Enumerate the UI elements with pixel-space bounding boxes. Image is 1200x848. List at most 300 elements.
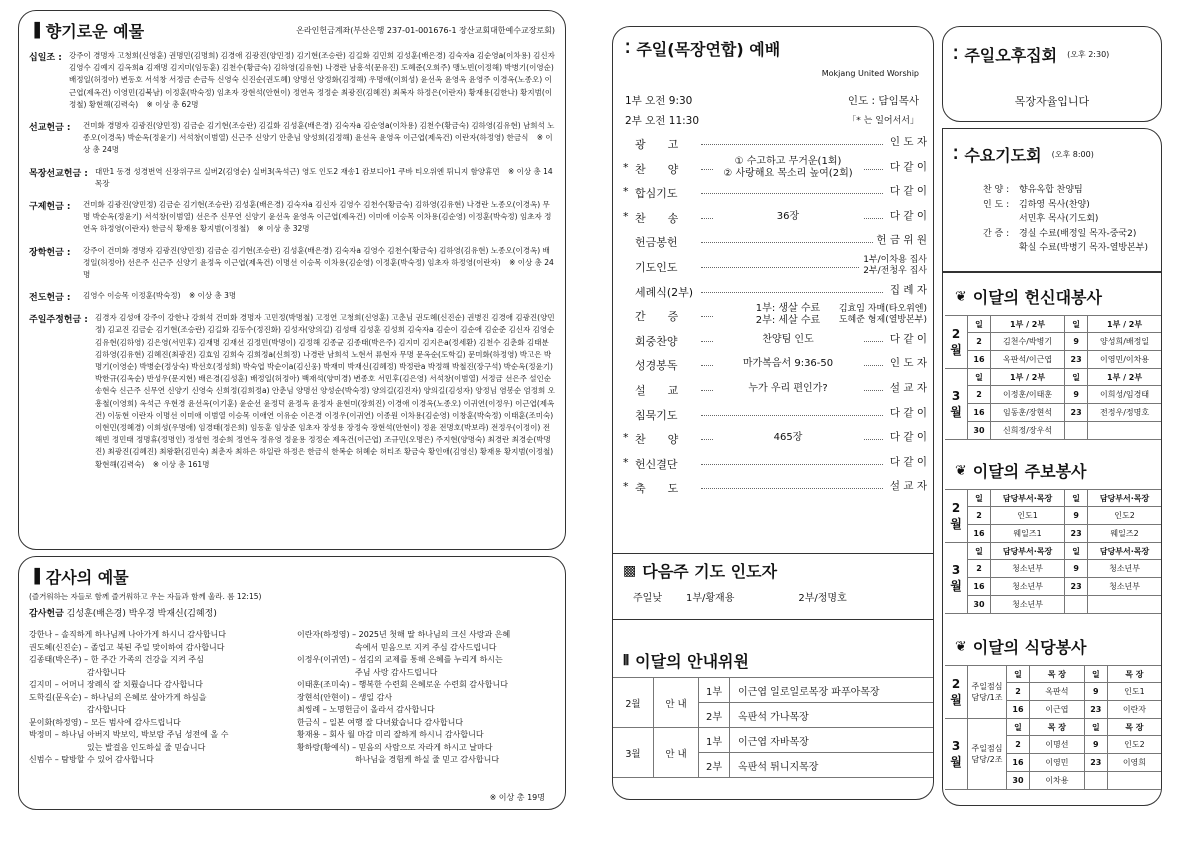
next-prayer-label: 주일낮	[633, 593, 662, 604]
offering-item	[29, 245, 555, 282]
thanks-left-column	[29, 629, 297, 767]
service-row	[945, 386, 1161, 404]
wednesday-box	[942, 128, 1162, 272]
thanks-givers-label: 감사헌금	[29, 609, 64, 619]
worship-order-row	[613, 205, 934, 230]
service-month: 3 월	[945, 719, 968, 790]
service-cell: 9	[1065, 560, 1088, 578]
thanks-box	[18, 556, 566, 810]
thanks-line: 강한나 – 솔직하게 하나님께 나아가게 하시니 감사합니다	[29, 630, 226, 639]
worship-order-dots	[701, 242, 883, 243]
wednesday-line	[983, 212, 1148, 227]
thanks-line: 박정미 – 하나님 아버지 박보익, 박보람 주님 성전에 올 수	[29, 730, 229, 739]
wednesday-line-value: 김하영 목사(찬양)	[1019, 199, 1090, 210]
service-header-cell: 일	[1065, 369, 1088, 386]
service-header-cell: 일	[968, 316, 991, 333]
worship-order-row	[613, 377, 934, 402]
ushers-title: 이달의 안내위원	[635, 652, 749, 671]
offering-item-count: ※ 이상 총 161명	[150, 459, 210, 469]
thanks-line: 신범수 – 탐방할 수 있어 감사합니다	[29, 755, 154, 764]
service-header-cell: 일	[1065, 543, 1088, 560]
worship-subtitle: Mokjang United Worship	[821, 69, 919, 78]
service-cell: 30	[1007, 772, 1030, 790]
service-cell	[1088, 596, 1161, 614]
service-cell: 이근엽	[1030, 701, 1085, 719]
usher-role: 안 내	[654, 728, 699, 778]
worship-order-leader: 헌 금 위 원	[873, 234, 927, 247]
offering-item	[29, 50, 555, 111]
wednesday-line-key: 인 도 :	[983, 199, 1010, 210]
service-cell: 이명선	[1030, 736, 1085, 754]
worship-order-detail: 1부: 생살 수료 2부: 세살 수료	[713, 303, 863, 327]
usher-part: 1부	[699, 728, 730, 753]
worship-order-name: 찬 양	[635, 433, 679, 447]
service-cell: 이란자	[1107, 701, 1161, 719]
worship-order-leader: 다 같 이	[887, 185, 927, 198]
service-header-cell: 1부 / 2부	[991, 369, 1065, 386]
offering-item-count: ※ 이상 총 62명	[144, 99, 199, 109]
worship-order-name: 침묵기도	[635, 408, 678, 422]
thanks-line: 감사합니다	[87, 667, 126, 677]
thanks-line: 이정우(이귀연) – 섬김의 교제를 통해 은혜를 누리게 하시는	[296, 655, 503, 664]
dots-icon: ⁚	[953, 146, 959, 163]
service-cell: 23	[1084, 701, 1107, 719]
worship-order-name: 성경봉독	[635, 359, 678, 373]
worship-order-name: 찬 송	[635, 211, 679, 225]
kitchen-service-title: 이달의 식당봉사	[972, 638, 1087, 657]
offering-service-heading	[955, 285, 1102, 308]
afternoon-heading	[953, 43, 1057, 66]
thanks-line: 문이화(하정영) – 모든 범사에 감사드립니다	[29, 717, 181, 727]
offering-item-body	[69, 50, 555, 111]
next-prayer-heading	[623, 559, 777, 582]
service-cell: 2	[968, 560, 991, 578]
offering-list	[29, 50, 555, 471]
thanks-heading	[29, 565, 555, 588]
service-cell: 9	[1084, 683, 1107, 701]
standing-mark: *	[623, 185, 629, 199]
worship-time-1: 1부 오전 9:30	[625, 95, 693, 107]
thanks-line: 하나님을 경험케 하실 줄 믿고 감사합니다	[354, 755, 500, 764]
service-cell: 23	[1065, 404, 1088, 422]
service-cell: 옥판석	[1030, 683, 1085, 701]
worship-order-row	[613, 303, 934, 328]
thanks-line: 주님 사랑 감사드립니다	[354, 667, 438, 677]
service-cell: 청소년부	[1088, 578, 1161, 596]
worship-order-detail: 누가 우리 편인가?	[713, 383, 863, 395]
service-header-cell: 목 장	[1030, 719, 1085, 736]
offering-item-names: 김경자 김성애 강주이 강한나 강희석 건미화 경명자 고민정(박명철) 고정연 고청희(신영훈) 고춘님 권도혜(신진순) 권병진 김경애 김광진(양민정) 김교진 김금순 김기현(조승란) 김길화 김동수(정진화) 김성자(양의길) 김성태 김성훈 김성희 김숙자a 김순이 김순애 김순준 김신자 김영순 김유현(김하영) 김은영(서민후) 김재명 김재선 김정민(박명이) 김정해 김종균 김종태(박은주) 김지미 김지은a(정세환) 김천수 김춘화 김태분 김하영(김유현) 김혜진(최광진) 김효임 김희숙 김희정a(신희정) 나경란 남희석 노현서 류현자 무명 문옥순(도학길) 문미화(하정영) 박고은 박명기(이영순) 박병순(정상숙) 박선호(정성희) 박숙엽 박순이a(김신웅) 박재미 박재신(김혜정) 박정란a 박정해 박철진(장구석) 박순옥(정윤기) 박한규(김옥순) 반성우(문지현) 배은경(김성훈) 배정일(허정아) 백재석(양미경) 변종호 서민후(김은영) 서석창(이범열) 서정금 선은주 설인순 송현숙 신근주 신무연 신양기 신영숙 신희정(김희정a) 안춘님 양명선 양성순(박숙정) 양의길(김진자) 양의길(김성자) 양정님 염봉순 엄정희 오흥철(이영희) 옥석근 우현경 윤선옥(이기훈) 윤순선 윤정덕 윤정옥 윤정자 윤현미(장희진) 이경애 이경옥(노종오) 이귀연(이정우) 이근엽(제옥건) 이동현 이란자 이명선 이미애 이범열 이승목 이애연 이유순 이은경 이정우(이귀연) 이종원 이차용(김순영) 이창훈(박숙정) 이태훈(조미숙) 이현민(정혜경) 이희성(우명애) 임경태(정은희) 임동훈 임상준 임초자 장성용 장정숙 장현석(안현이) 정윤 전명호(박보라) 전정우(이정이) 전해빈 정민태 정명휴(정명인) 정성헌 정순희 정연옥 정유영 정윤용 정정순 제옥건(이근엽) 조규민(오명은) 주지현(양명숙) 최경란 최경순(박명진) 최광진(김혜진) 최왕환(김민숙) 최춘자 최하은 하일란 하정은 한금식 한복순 허혜순 허티조 황금숙 황인애(김영신) 황재용 황지범(이정철) 황현해(김력숙)	[95, 313, 555, 469]
next-prayer-first: 1부/황재용	[685, 593, 735, 604]
service-header-cell: 1부 / 2부	[991, 316, 1065, 333]
service-cell: 김천수/박병기	[991, 333, 1065, 351]
worship-order-dots	[701, 292, 883, 293]
thanks-line: 한금식 – 일본 여행 잘 다녀왔습니다 감사합니다	[296, 717, 464, 727]
offering-item-body	[95, 166, 555, 190]
usher-names: 옥판석 튀니지목장	[730, 753, 935, 778]
thanks-line: 김종태(박은주) – 한 주간 가족의 건강을 지켜 주심	[29, 655, 204, 664]
service-cell: 30	[968, 422, 991, 440]
offering-item-label: 목장선교헌금 :	[29, 168, 88, 179]
service-month: 3 월	[945, 543, 968, 614]
service-header-cell: 목 장	[1107, 666, 1161, 683]
thanks-line: 장현석(안현이) – 생일 감사	[296, 692, 393, 702]
service-cell: 임동훈/장현석	[991, 404, 1065, 422]
service-row	[945, 596, 1161, 614]
service-cell: 청소년부	[1088, 560, 1161, 578]
service-cell: 2	[968, 386, 991, 404]
offering-title: 향기로운 예물	[45, 22, 145, 41]
offering-service-table	[945, 315, 1161, 440]
service-header-cell: 1부 / 2부	[1088, 369, 1161, 386]
thanks-right-column	[297, 629, 555, 767]
service-cell: 2	[968, 507, 991, 525]
online-account: 온라인헌금계좌(부산은행 237-01-001676-1 장산교회대한예수교장로회)	[296, 26, 555, 35]
service-header-cell: 일	[1065, 316, 1088, 333]
thanks-line: 있는 발걸음 인도하실 줄 믿습니다	[87, 742, 206, 752]
service-cell: 16	[968, 525, 991, 543]
offering-item-names: 강주이 경명자 고청희(신영훈) 권명민(김명희) 김경애 김광진(양민정) 김기현(조승란) 김길화 김민희 김성훈(배은경) 김숙자a 김순영a(이차용) 김신자 김영수 김예지 김옥희a 김재명 김지미(임동훈) 김천수(황금숙) 김하영(김유현) 나경란 남흥석(문유진) 도혜준(오희주) 맹노빈(이정해) 박병기(이영순) 배정일(허정아) 변동호 서석창 서정금 손금득 신영숙 신진순(권도혜) 양명선 양정화(김정해) 우명애(이희성) 윤선옥 윤영옥 윤영주 이경옥(노종오) 이근엽(제옥건) 이영민(김북남) 이정훈(박숙정) 임초자 장현석(안현이) 정연옥 정정순 최광진(김혜진) 최복자 하정은(이란자) 황재용(김한나) 황지범(이정철) 황현해(김력숙)	[69, 51, 555, 109]
thanks-line: 최씽례 – 노명헌금이 올라서 감사합니다	[296, 705, 435, 714]
service-cell: 옥판석/이근엽	[991, 351, 1065, 369]
next-prayer-second: 2부/정명호	[798, 593, 847, 604]
offering-item	[29, 312, 555, 471]
service-box	[942, 272, 1162, 806]
offering-item-names: 강주이 건미화 경명자 김광진(양민정) 김금순 김기현(조승란) 김성훈(배은경) 김숙자a 김영수 김천수(황금숙) 김하영(김유현) 노종오(이경옥) 배정일(허정아) 선은주 신근주 신양기 윤정옥 이근엽(제옥건) 이명선 이승목 이차용(김순영) 이정훈(박숙정) 임초자 하정영(이란자)	[83, 245, 550, 267]
afternoon-title: 주일오후집회	[964, 46, 1058, 65]
worship-order-name: 헌신결단	[635, 457, 678, 471]
worship-order-leader: 다 같 이	[887, 210, 927, 223]
offering-item-label: 전도헌금 :	[29, 293, 71, 304]
worship-order-name: 회중찬양	[635, 334, 678, 348]
worship-order-detail: ① 수고하고 무거운(1회) ② 사랑해요 목소리 높여(2회)	[713, 156, 863, 180]
worship-order-row	[613, 180, 934, 205]
worship-order-leader: 다 같 이	[887, 161, 927, 174]
wednesday-line-value: 서민후 목사(기도회)	[1019, 214, 1099, 224]
wednesday-line-value: 확실 수료(박병기 목자-열방본부)	[1019, 243, 1149, 253]
service-header-row	[945, 369, 1161, 386]
offering-item-names: 대만1 동경 성경번역 신장위구르 실버2(김영순) 실버3(옥석근) 영도 인도2 재송1 캄보디아1 쿠바 티오위엔 튀니지 함양휴먼	[95, 166, 500, 176]
offering-item-count: ※ 이상 총 14목장	[95, 166, 553, 188]
worship-order-detail: 마가복음서 9:36-50	[713, 358, 863, 370]
worship-order-row	[613, 451, 934, 476]
thanks-line: 황재용 – 회사 월 마감 미리 잘하게 하시니 감사합니다	[296, 730, 484, 739]
service-header-cell: 목 장	[1030, 666, 1085, 683]
worship-order-name: 설 교	[635, 384, 679, 397]
service-cell: 16	[968, 578, 991, 596]
service-header-row	[945, 543, 1161, 560]
worship-order-row	[613, 156, 934, 181]
thanks-title: 감사의 예물	[45, 568, 129, 587]
thanks-line: 도학길(문옥순) – 하나님의 은혜로 살아가게 하심을	[29, 692, 207, 702]
service-cell	[1107, 772, 1161, 790]
worship-order-leader: 1부/이차용 집사 2부/전청우 집사	[860, 255, 927, 277]
heart-icon: ❦	[955, 462, 967, 479]
service-cell: 9	[1065, 386, 1088, 404]
thanks-line: 김지미 – 어머니 장례식 잘 치뤘습니다 감사합니다	[29, 680, 203, 689]
service-header-cell: 일	[1084, 666, 1107, 683]
wednesday-line	[983, 241, 1148, 256]
worship-order-leader: 집 례 자	[887, 284, 927, 297]
offering-item-label: 구제헌금 :	[29, 202, 71, 213]
service-header-cell: 담당부서·목장	[991, 543, 1065, 560]
service-cell: 23	[1084, 754, 1107, 772]
worship-legend: 「* 는 일어서서」	[847, 116, 919, 126]
service-cell: 이영희	[1107, 754, 1161, 772]
service-cell: 웨일즈2	[1088, 525, 1161, 543]
offering-item-body	[83, 120, 555, 157]
usher-row	[613, 678, 934, 703]
offering-service-title: 이달의 헌신대봉사	[972, 288, 1102, 307]
service-header-cell: 일	[968, 369, 991, 386]
service-cell: 청소년부	[991, 560, 1065, 578]
ushers-heading	[623, 649, 749, 672]
ushers-table	[613, 677, 934, 778]
offering-item	[29, 199, 555, 236]
next-prayer-title: 다음주 기도 인도자	[642, 562, 778, 581]
offering-box	[18, 10, 566, 550]
offering-item-count: ※ 이상 총 32명	[255, 224, 310, 234]
worship-order-leader: 김효임 자매(타오위엔) 도혜준 형제(열방본부)	[836, 304, 927, 326]
service-row	[945, 422, 1161, 440]
service-shift-label: 주일점심 담당/1조	[968, 666, 1007, 719]
service-header-cell: 일	[968, 490, 991, 507]
service-shift-label: 주일점심 담당/2조	[968, 719, 1007, 790]
worship-order-leader: 다 같 이	[887, 333, 927, 346]
worship-order-row	[613, 426, 934, 451]
service-header-row	[945, 316, 1161, 333]
service-row	[945, 560, 1161, 578]
bookmark-icon: ▐	[29, 22, 40, 39]
service-header-cell: 목 장	[1107, 719, 1161, 736]
worship-order-dots	[701, 193, 883, 194]
bars-icon: ⦀	[623, 652, 630, 669]
afternoon-box	[942, 26, 1162, 122]
wednesday-line-value: 경실 수료(배정일 목자-중국2)	[1019, 228, 1137, 239]
heart-icon: ❦	[955, 288, 967, 305]
service-row	[945, 351, 1161, 369]
service-cell	[1065, 422, 1088, 440]
service-month: 3 월	[945, 369, 968, 440]
kitchen-service-table	[945, 665, 1161, 790]
service-header-row	[945, 490, 1161, 507]
service-cell: 신희정/장우석	[991, 422, 1065, 440]
service-cell: 9	[1084, 736, 1107, 754]
worship-time-2: 2부 오전 11:30	[625, 115, 700, 127]
bookmark-icon: ▐	[29, 568, 40, 585]
kitchen-service-heading	[955, 635, 1087, 658]
worship-order-leader: 설 교 자	[887, 480, 927, 493]
service-cell: 이차용	[1030, 772, 1085, 790]
service-cell: 전정우/정명호	[1088, 404, 1161, 422]
worship-order-row	[613, 279, 934, 304]
service-cell: 이희성/임경태	[1088, 386, 1161, 404]
offering-item-body	[83, 199, 555, 236]
worship-order-name: 광 고	[635, 138, 679, 151]
bulletin-service-title: 이달의 주보봉사	[972, 462, 1087, 481]
usher-names: 이근엽 일로일로목장 파푸아목장	[730, 678, 935, 703]
worship-order-leader: 다 같 이	[887, 431, 927, 444]
service-cell: 23	[1065, 578, 1088, 596]
wednesday-line	[983, 183, 1148, 198]
standing-mark: *	[623, 480, 629, 494]
thanks-verse: (즐거워하는 자들로 함께 즐거워하고 우는 자들과 함께 울라. 롬 12:15)	[29, 592, 262, 601]
service-month: 2 월	[945, 316, 968, 369]
offering-item-count: ※ 이상 총 24명	[83, 133, 553, 155]
service-cell: 23	[1065, 351, 1088, 369]
worship-order-leader: 다 같 이	[887, 456, 927, 469]
worship-order-detail: 찬양팀 인도	[713, 334, 863, 346]
service-header-cell: 1부 / 2부	[1088, 316, 1161, 333]
standing-mark: *	[623, 160, 629, 174]
service-row	[945, 525, 1161, 543]
worship-order-row	[613, 328, 934, 353]
thanks-givers: 김성훈(배은경) 박우경 박재신(김혜정)	[66, 609, 217, 619]
worship-order-name: 헌금봉헌	[635, 236, 678, 250]
service-cell: 이영민/이차용	[1088, 351, 1161, 369]
worship-heading	[625, 37, 780, 60]
wednesday-line-key	[983, 241, 1019, 256]
service-cell: 16	[1007, 701, 1030, 719]
offering-item-body	[95, 312, 555, 471]
worship-order-row	[613, 475, 934, 500]
offering-item-label: 십일조 :	[29, 53, 62, 63]
worship-box	[612, 26, 934, 800]
service-cell: 9	[1065, 507, 1088, 525]
worship-order-dots	[701, 488, 883, 489]
service-cell: 청소년부	[991, 578, 1065, 596]
worship-order-dots	[701, 415, 883, 416]
standing-mark: *	[623, 209, 629, 223]
heart-icon: ❦	[955, 638, 967, 655]
hatch-icon: ▩	[623, 562, 637, 579]
service-header-cell: 담당부서·목장	[1088, 543, 1161, 560]
wednesday-line-value: 향유옥합 찬양팀	[1019, 185, 1083, 195]
offering-item-body	[83, 290, 555, 303]
service-cell: 23	[1065, 525, 1088, 543]
offering-item-body	[83, 245, 555, 282]
wednesday-line-key	[983, 212, 1019, 227]
service-cell	[1088, 422, 1161, 440]
service-header-row	[945, 666, 1161, 683]
thanks-line: 속에서 믿음으로 지켜 주심 감사드립니다	[354, 642, 497, 652]
worship-order	[613, 131, 934, 551]
worship-order-name: 세례식(2부)	[635, 285, 694, 299]
wednesday-lines	[983, 183, 1148, 256]
service-header-cell: 일	[1084, 719, 1107, 736]
service-cell: 16	[1007, 754, 1030, 772]
worship-order-dots	[701, 464, 883, 465]
offering-item-names: 건미화 김광진(양민정) 김금순 김기현(조승란) 김성훈(배은경) 김숙자a 김신자 김영수 김천수(황금숙) 김하영(김유현) 나경란 노종오(이경옥) 무명 박순옥(정윤기) 서석창(이범열) 선은주 신무연 신양기 윤선옥 윤영옥 이근엽(제옥건) 이미애 이승목 이차용(김순영) 이정훈(박숙정) 임초자 정연옥 하정영(이란자) 한금식 황재용 황지범(이정철)	[83, 200, 552, 234]
worship-order-name: 찬 양	[635, 162, 679, 176]
service-cell: 이영민	[1030, 754, 1085, 772]
service-row	[945, 404, 1161, 422]
service-header-row	[945, 719, 1161, 736]
worship-order-name: 간 증	[635, 310, 679, 324]
worship-order-name: 기도인도	[635, 261, 678, 274]
worship-order-detail: 36장	[713, 211, 863, 223]
thanks-line: 이태훈(조미숙) – 행복한 수련회 은혜로운 수련회 감사합니다	[296, 680, 508, 689]
service-cell: 16	[968, 404, 991, 422]
bulletin-service-heading	[955, 459, 1087, 482]
worship-order-name: 축 도	[635, 482, 679, 496]
worship-order-row	[613, 131, 934, 156]
service-header-cell: 담당부서·목장	[1088, 490, 1161, 507]
thanks-count: ※ 이상 총 19명	[489, 793, 545, 802]
worship-order-leader: 인 도 자	[887, 357, 927, 370]
service-month: 2 월	[945, 666, 968, 719]
service-row	[945, 578, 1161, 596]
bulletin-service-table	[945, 489, 1161, 614]
afternoon-time: (오후 2:30)	[1067, 50, 1110, 59]
wednesday-heading	[953, 143, 1042, 166]
service-cell: 인도2	[1088, 507, 1161, 525]
offering-item-names: 김영수 이승목 이정훈(박숙정)	[83, 291, 181, 301]
dots-icon: ⁚	[625, 40, 631, 57]
worship-title: 주일(목장연합) 예배	[636, 40, 781, 59]
service-cell: 16	[968, 351, 991, 369]
wednesday-line-key: 찬 양 :	[983, 185, 1010, 195]
wednesday-line	[983, 227, 1148, 242]
usher-part: 1부	[699, 678, 730, 703]
service-cell	[1065, 596, 1088, 614]
service-cell: 9	[1065, 333, 1088, 351]
offering-item-names: 건미화 경명자 김광진(양민정) 김금순 김기현(조승란) 김길화 김성훈(배은경) 김숙자a 김순영a(이차용) 김천수(황금숙) 김하영(김유현) 남희석 노종오(이경옥) 박순옥(정윤기) 서석창(이범열) 신근주 신양기 안춘님 양성희(김정해) 윤선옥 윤영옥 이근엽(제옥건) 이란자(하정영) 한금식	[83, 121, 555, 143]
service-cell: 인도1	[991, 507, 1065, 525]
service-row	[945, 333, 1161, 351]
offering-item	[29, 290, 555, 303]
worship-order-row	[613, 352, 934, 377]
service-cell: 이정훈/이태훈	[991, 386, 1065, 404]
offering-item-label: 장학헌금 :	[29, 247, 71, 258]
thanks-givers-row	[29, 606, 555, 619]
worship-order-row	[613, 402, 934, 427]
offering-heading	[29, 19, 144, 42]
worship-presider: 인도 : 담임목사	[847, 95, 919, 107]
wednesday-time: (오후 8:00)	[1051, 150, 1094, 159]
offering-item-label: 주일주정헌금 :	[29, 315, 88, 326]
service-header-cell: 담당부서·목장	[991, 490, 1065, 507]
usher-part: 2부	[699, 703, 730, 728]
wednesday-title: 수요기도회	[964, 146, 1042, 165]
service-cell: 양성희/배정일	[1088, 333, 1161, 351]
service-cell: 2	[1007, 736, 1030, 754]
worship-order-leader: 인 도 자	[887, 136, 927, 149]
service-header-cell: 일	[1065, 490, 1088, 507]
worship-order-row	[613, 229, 934, 254]
service-cell: 청소년부	[991, 596, 1065, 614]
offering-item	[29, 120, 555, 157]
usher-names: 이근엽 자바목장	[730, 728, 935, 753]
dots-icon: ⁚	[953, 46, 959, 63]
worship-order-leader: 설 교 자	[887, 382, 927, 395]
usher-month: 2월	[613, 678, 654, 728]
usher-role: 안 내	[654, 678, 699, 728]
thanks-line: 권도혜(신진순) – 졸업고 북된 주일 맞이하여 감사합니다	[29, 642, 225, 652]
service-header-cell: 일	[1007, 666, 1030, 683]
worship-order-name: 합심기도	[635, 187, 678, 201]
afternoon-text: 목장자율입니다	[1014, 95, 1090, 108]
service-header-cell: 일	[968, 543, 991, 560]
worship-order-row	[613, 254, 934, 279]
worship-order-dots	[701, 267, 883, 268]
service-header-cell: 일	[1007, 719, 1030, 736]
offering-item-count: ※ 이상 총 3명	[186, 291, 237, 301]
standing-mark: *	[623, 455, 629, 469]
offering-item-count: ※ 이상 총 24명	[83, 257, 554, 280]
next-prayer-row	[633, 589, 847, 604]
service-cell: 2	[1007, 683, 1030, 701]
